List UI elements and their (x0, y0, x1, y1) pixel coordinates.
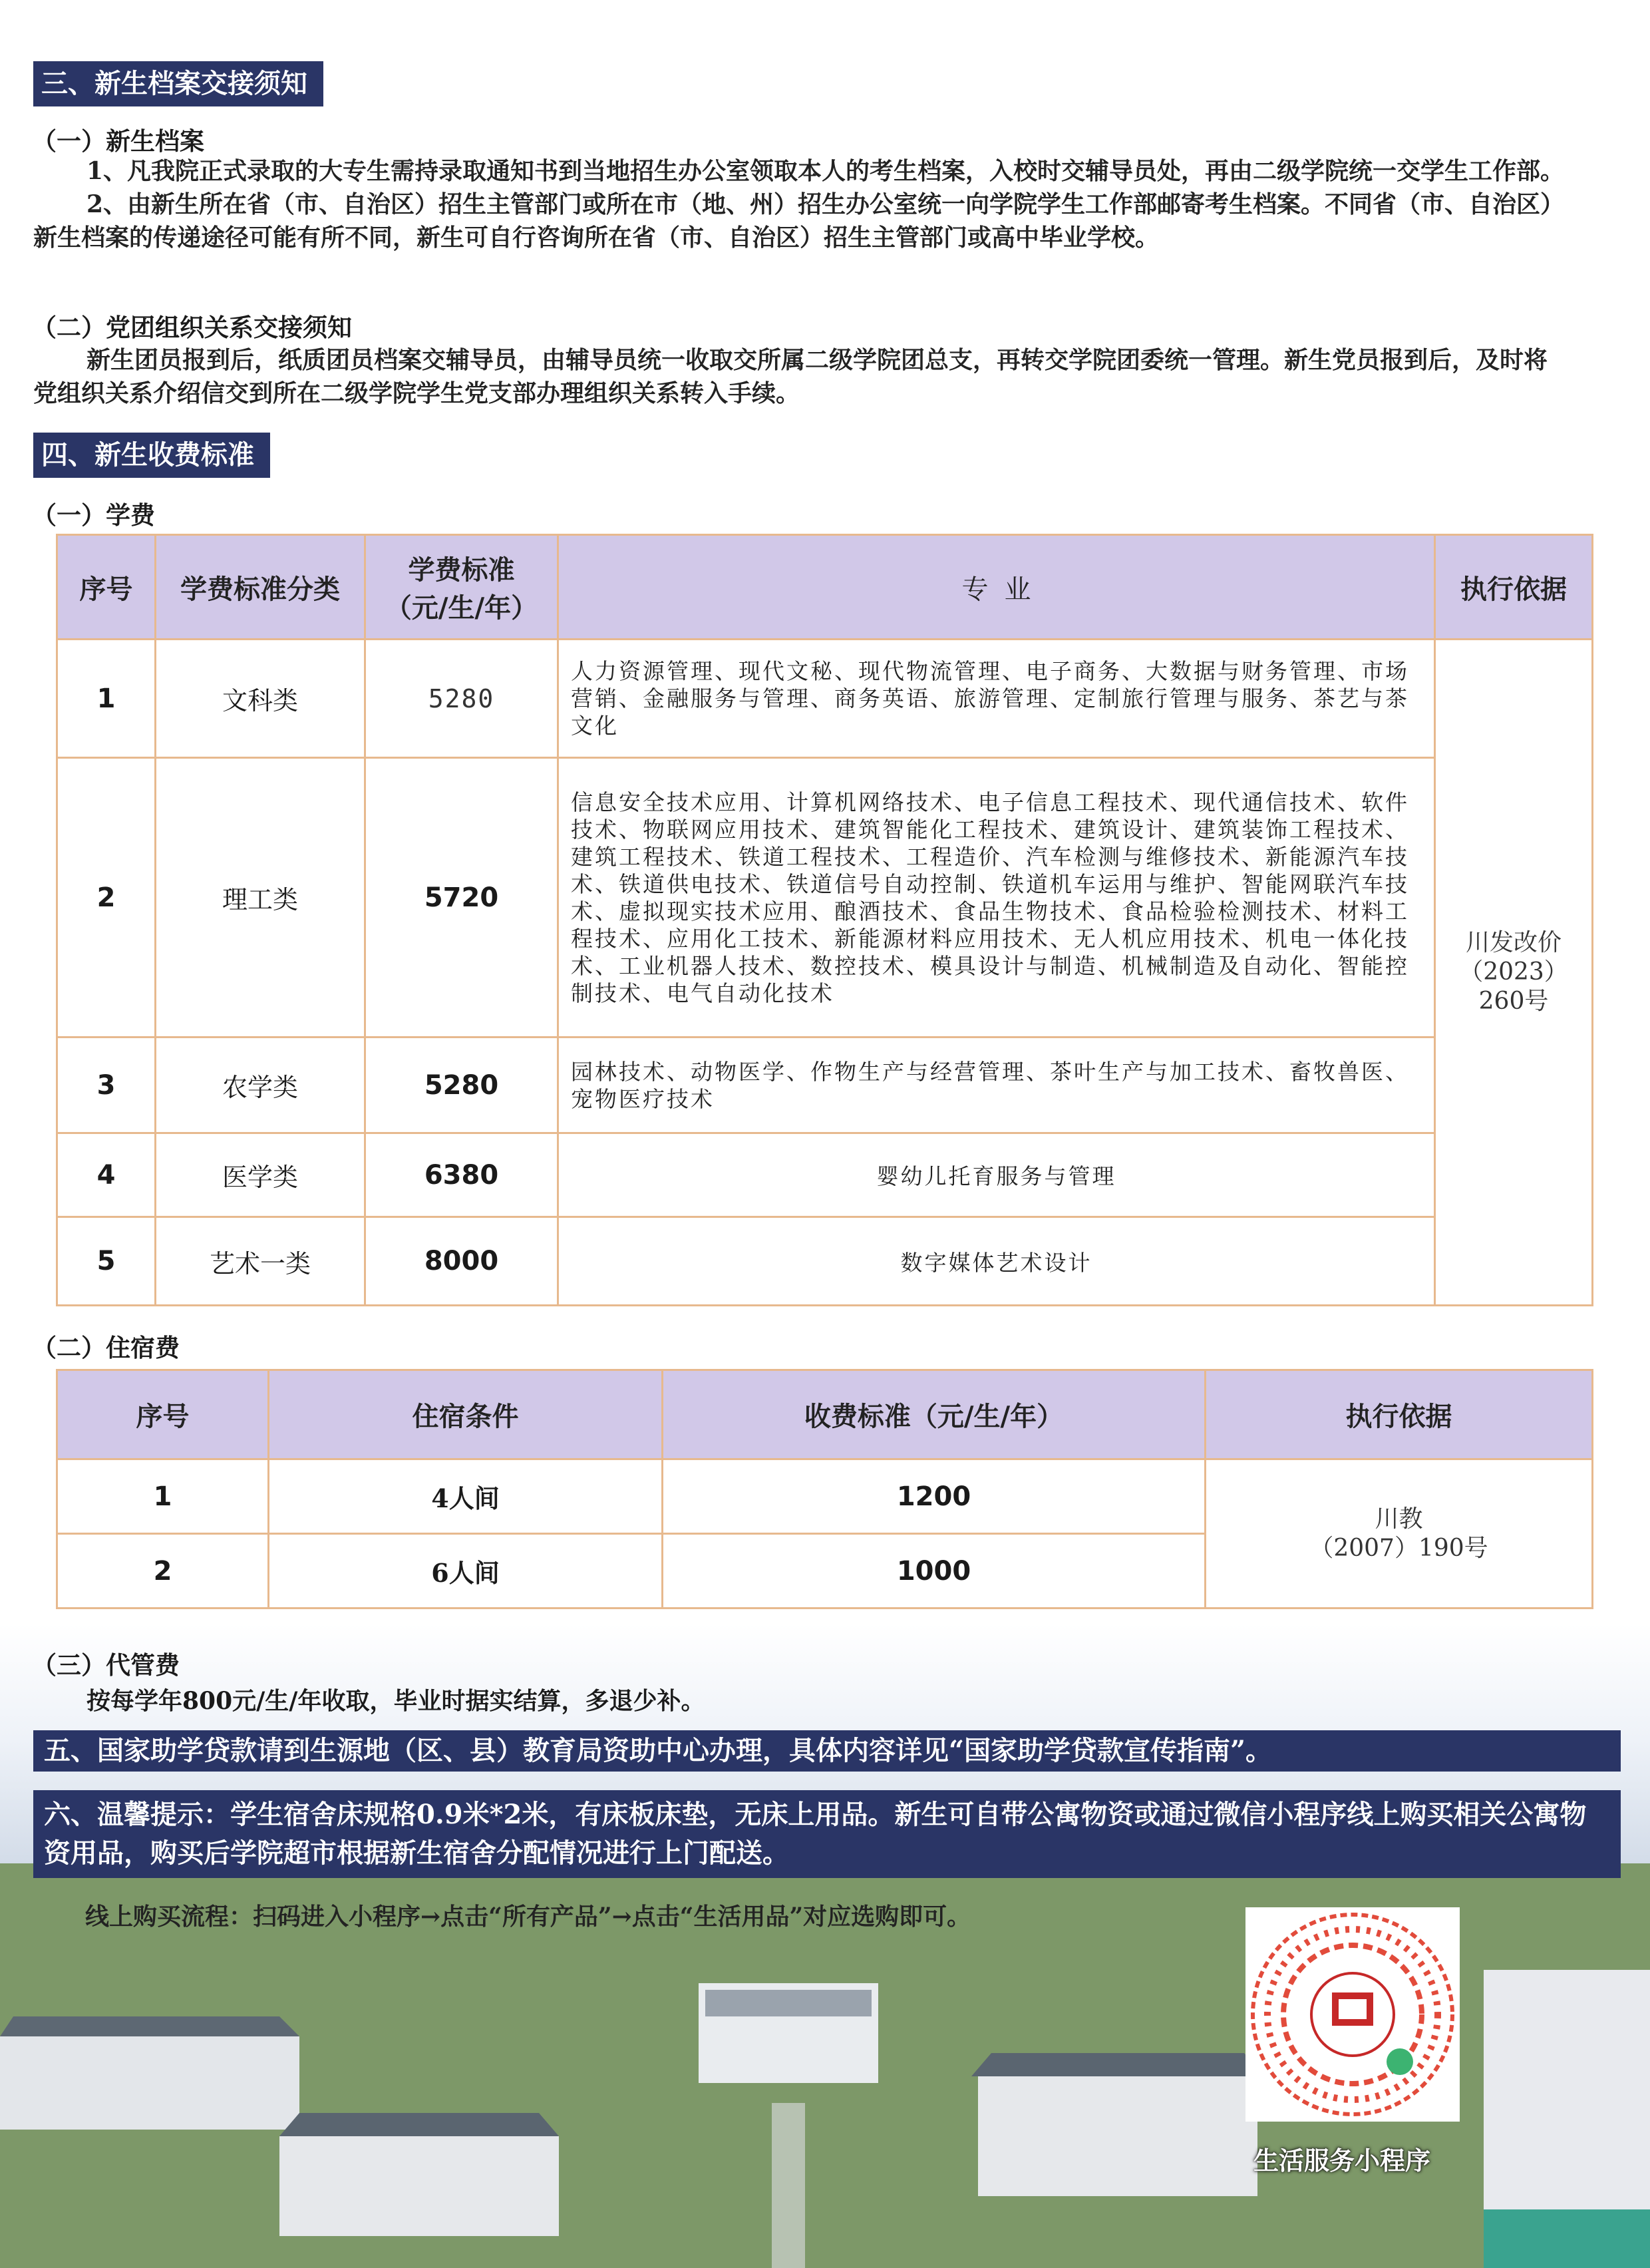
para-3: 新生团员报到后，纸质团员档案交辅导员，由辅导员统一收取交所属二级学院团总支，再转交学院团委统一管理。新生党员报到后，及时将党组织关系介绍信交到所在二级学院学生党支部办理组织关系转入手续。 (33, 346, 1548, 407)
section6-bar: 六、温馨提示：学生宿舍床规格0.9米*2米，有床板床垫，无床上用品。新生可自带公寓物资或通过微信小程序线上购买相关公寓物资用品，购买后学院超市根据新生宿舍分配情况进行上门配送。 (33, 1790, 1621, 1878)
row-category: 艺术一类 (156, 1217, 365, 1306)
dorm-basis-line2: （2007）190号 (1309, 1534, 1488, 1562)
dorm-col-basis: 执行依据 (1206, 1370, 1593, 1459)
dorm-header-row (57, 1370, 1593, 1459)
tuition-table (56, 534, 1593, 1306)
col-fee (365, 535, 558, 640)
table-row (57, 1038, 1593, 1133)
dorm-row-no: 1 (57, 1459, 269, 1534)
qr-label: 生活服务小程序 (1253, 2146, 1431, 2175)
dorm-row-no: 2 (57, 1534, 269, 1608)
qr-code[interactable] (1245, 1907, 1460, 2122)
row-major: 数字媒体艺术设计 (558, 1217, 1435, 1306)
dorm-col-condition: 住宿条件 (269, 1370, 663, 1459)
tuition-heading: （一）学费 (32, 500, 155, 530)
section4-title: 四、新生收费标准 (33, 433, 270, 478)
fee-line1: 学费标准 (408, 554, 515, 586)
dorm-basis-line1: 川教 (1375, 1505, 1423, 1533)
agency-heading: （三）代管费 (32, 1650, 180, 1680)
online-purchase-text: 线上购买流程：扫码进入小程序→点击“所有产品”→点击“生活用品”对应选购即可。 (85, 1903, 971, 1931)
row-fee: 5280 (365, 1038, 558, 1133)
section3-sub2: （二）党团组织关系交接须知 (32, 313, 352, 342)
table-row (57, 1133, 1593, 1217)
dorm-col-no: 序号 (57, 1370, 269, 1459)
tuition-header-row (57, 535, 1593, 640)
row-no: 5 (57, 1217, 156, 1306)
basis-line2: （2023） (1459, 958, 1568, 986)
dorm-row-condition: 6人间 (269, 1534, 663, 1608)
row-major: 信息安全技术应用、计算机网络技术、电子信息工程技术、现代通信技术、软件技术、物联网应用技术、建筑智能化工程技术、建筑设计、建筑装饰工程技术、建筑工程技术、铁道工程技术、工程造价、汽车检测与维修技术、新能源汽车技术、铁道供电技术、铁道信号自动控制、铁道机车运用与维护、智能网联汽车技术、虚拟现实技术应用、酿酒技术、食品生物技术、食品检验检测技术、材料工程技术、应用化工技术、新能源材料应用技术、无人机应用技术、机电一体化技术、工业机器人技术、数控技术、模具设计与制造、机械制造及自动化、智能控制技术、电气自动化技术 (558, 758, 1435, 1038)
row-category: 医学类 (156, 1133, 365, 1217)
row-no: 1 (57, 640, 156, 758)
row-fee: 6380 (365, 1133, 558, 1217)
section3-archive-text (33, 154, 1570, 254)
table-row (57, 1217, 1593, 1306)
para-2: 2、由新生所在省（市、自治区）招生主管部门或所在市（地、州）招生办公室统一向学院学生工作部邮寄考生档案。不同省（市、自治区）新生档案的传递途径可能有所不同，新生可自行咨询所在省（市、自治区）招生主管部门或高中毕业学校。 (33, 190, 1565, 252)
fee-line2: （元/生/年） (385, 592, 538, 624)
table-row (57, 1459, 1593, 1534)
col-category: 学费标准分类 (156, 535, 365, 640)
dorm-row-fee: 1000 (663, 1534, 1206, 1608)
row-major: 婴幼儿托育服务与管理 (558, 1133, 1435, 1217)
row-category: 文科类 (156, 640, 365, 758)
row-no: 2 (57, 758, 156, 1038)
table-row (57, 758, 1593, 1038)
row-major: 人力资源管理、现代文秘、现代物流管理、电子商务、大数据与财务管理、市场营销、金融服务与管理、商务英语、旅游管理、定制旅行管理与服务、茶艺与茶文化 (558, 640, 1435, 758)
row-major: 园林技术、动物医学、作物生产与经营管理、茶叶生产与加工技术、畜牧兽医、宠物医疗技术 (558, 1038, 1435, 1133)
section3-party-text (33, 343, 1570, 410)
section3-sub1: （一）新生档案 (32, 126, 204, 156)
col-basis: 执行依据 (1435, 535, 1593, 640)
section5-bar: 五、国家助学贷款请到生源地（区、县）教育局资助中心办理，具体内容详见“国家助学贷款宣传指南”。 (33, 1730, 1621, 1772)
dorm-col-fee: 收费标准（元/生/年） (663, 1370, 1206, 1459)
tuition-basis (1435, 640, 1593, 1306)
col-no: 序号 (57, 535, 156, 640)
dorm-row-fee: 1200 (663, 1459, 1206, 1534)
dorm-row-condition: 4人间 (269, 1459, 663, 1534)
row-no: 4 (57, 1133, 156, 1217)
row-fee: 5720 (365, 758, 558, 1038)
row-category: 农学类 (156, 1038, 365, 1133)
row-category: 理工类 (156, 758, 365, 1038)
dorm-heading: （二）住宿费 (32, 1333, 180, 1362)
dorm-basis (1206, 1459, 1593, 1608)
dorm-table (56, 1369, 1593, 1609)
qr-code-icon (1245, 1907, 1460, 2122)
table-row (57, 640, 1593, 758)
row-no: 3 (57, 1038, 156, 1133)
para-1: 1、凡我院正式录取的大专生需持录取通知书到当地招生办公室领取本人的考生档案，入校时交辅导员处，再由二级学院统一交学生工作部。 (86, 157, 1565, 185)
basis-line1: 川发改价 (1465, 929, 1562, 956)
col-major: 专 业 (558, 535, 1435, 640)
basis-line3: 260号 (1478, 988, 1549, 1015)
row-fee: 5280 (365, 640, 558, 758)
row-fee: 8000 (365, 1217, 558, 1306)
agency-text: 按每学年800元/生/年收取，毕业时据实结算，多退少补。 (86, 1687, 705, 1715)
section3-title: 三、新生档案交接须知 (33, 61, 323, 106)
